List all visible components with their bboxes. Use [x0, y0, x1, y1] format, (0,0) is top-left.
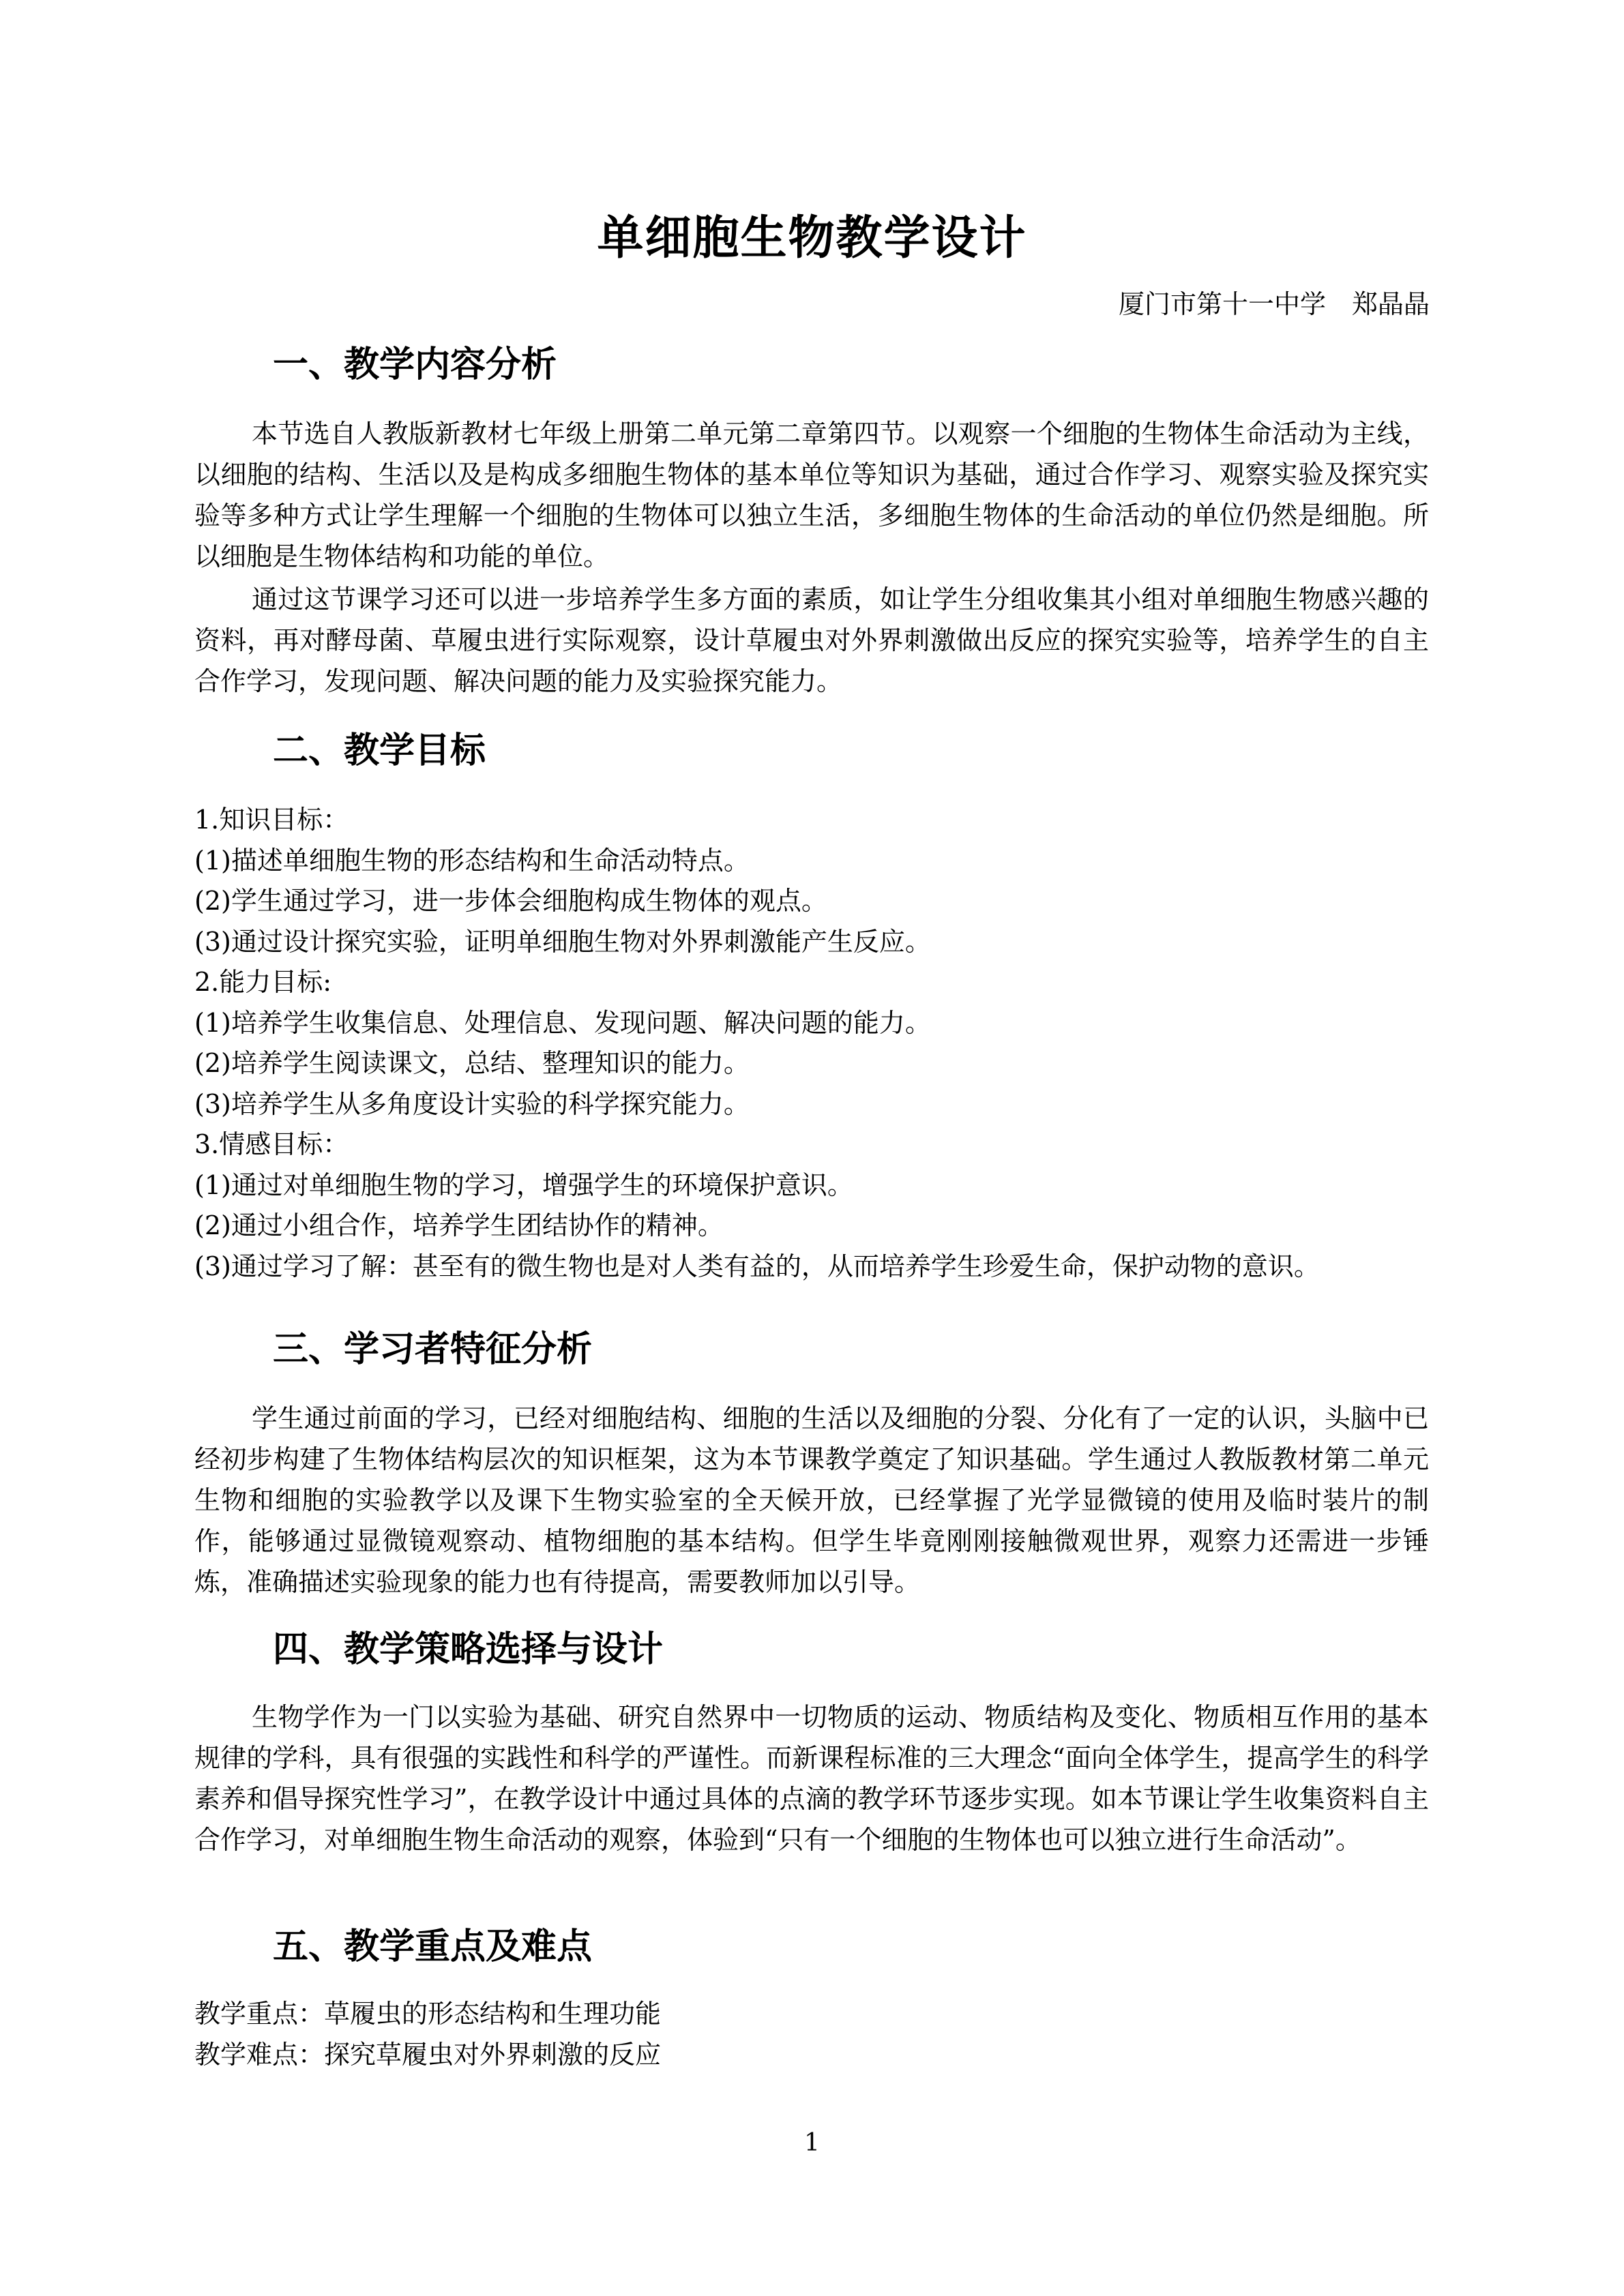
list-item: (3)通过学习了解：甚至有的微生物也是对人类有益的，从而培养学生珍爱生命，保护动物的意识。: [194, 1251, 1320, 1281]
list-item: 3.情感目标：: [194, 1129, 349, 1159]
list-item: 2.能力目标:: [194, 967, 332, 997]
list-item: (1)通过对单细胞生物的学习，增强学生的环境保护意识。: [194, 1169, 853, 1200]
list-item: (3)通过设计探究实验，证明单细胞生物对外界刺激能产生反应。: [194, 926, 931, 957]
page-number: 1: [804, 2129, 820, 2157]
section-heading-learner-analysis: 三、学习者特征分析: [273, 1329, 593, 1370]
list-item: (1)描述单细胞生物的形态结构和生命活动特点。: [194, 845, 750, 876]
section-heading-teaching-objectives: 二、教学目标: [273, 730, 486, 771]
author-line: 厦门市第十一中学 郑晶晶: [1118, 289, 1430, 319]
objectives-list: [194, 800, 1463, 1287]
list-item: (2)培养学生阅读课文，总结、整理知识的能力。: [194, 1048, 750, 1078]
list-item: 1.知识目标：: [194, 805, 349, 835]
list-item: 教学重点：草履虫的形态结构和生理功能: [194, 1999, 662, 2029]
list-item: (3)培养学生从多角度设计实验的科学探究能力。: [194, 1088, 750, 1119]
document-title: 单细胞生物教学设计: [597, 211, 1027, 265]
section-heading-teaching-strategy: 四、教学策略选择与设计: [273, 1629, 664, 1670]
list-item: 教学难点：探究草履虫对外界刺激的反应: [194, 2039, 662, 2070]
list-item: (2)学生通过学习，进一步体会细胞构成生物体的观点。: [194, 886, 827, 916]
paragraph: 生物学作为一门以实验为基础、研究自然界中一切物质的运动、物质结构及变化、物质相互作用的基本规律的学科，具有很强的实践性和科学的严谨性。而新课程标准的三大理念“面向全体学生，提高学生的科学素养和倡导探究性学习”，在教学设计中通过具体的点滴的教学环节逐步实现。如本节课让学生收集资料自主合作学习，对单细胞生物生命活动的观察，体验到“只有一个细胞的生物体也可以独立进行生命活动”。: [194, 1702, 1429, 1855]
paragraph: 学生通过前面的学习，已经对细胞结构、细胞的生活以及细胞的分裂、分化有了一定的认识，头脑中已经初步构建了生物体结构层次的知识框架，这为本节课教学奠定了知识基础。学生通过人教版教材第二单元生物和细胞的实验教学以及课下生物实验室的全天候开放，已经掌握了光学显微镜的使用及临时装片的制作，能够通过显微镜观察动、植物细胞的基本结构。但学生毕竟刚刚接触微观世界，观察力还需进一步锤炼，准确描述实验现象的能力也有待提高，需要教师加以引导。: [194, 1403, 1429, 1597]
section-heading-content-analysis: 一、教学内容分析: [273, 344, 557, 385]
list-item: (2)通过小组合作，培养学生团结协作的精神。: [194, 1210, 724, 1240]
section-heading-key-points: 五、教学重点及难点: [273, 1926, 593, 1967]
key-points-list: [194, 1994, 1463, 2075]
paragraph: 通过这节课学习还可以进一步培养学生多方面的素质，如让学生分组收集其小组对单细胞生物感兴趣的资料，再对酵母菌、草履虫进行实际观察，设计草履虫对外界刺激做出反应的探究实验等，培养学生的自主合作学习，发现问题、解决问题的能力及实验探究能力。: [194, 584, 1429, 696]
paragraph: 本节选自人教版新教材七年级上册第二单元第二章第四节。以观察一个细胞的生物体生命活动为主线，以细胞的结构、生活以及是构成多细胞生物体的基本单位等知识为基础，通过合作学习、观察实验及探究实验等多种方式让学生理解一个细胞的生物体可以独立生活，多细胞生物体的生命活动的单位仍然是细胞。所以细胞是生物体结构和功能的单位。: [194, 419, 1429, 571]
list-item: (1)培养学生收集信息、处理信息、发现问题、解决问题的能力。: [194, 1007, 931, 1038]
